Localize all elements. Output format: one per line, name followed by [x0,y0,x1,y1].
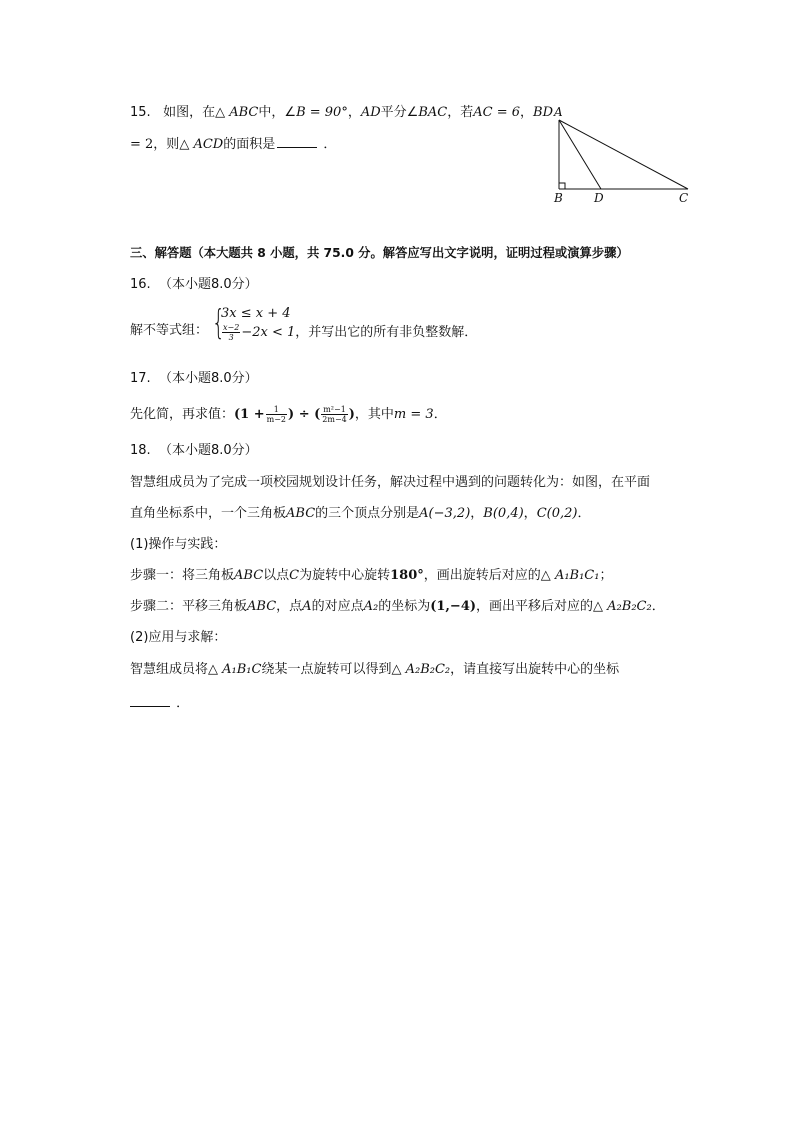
math-bd-value: = 2 [130,137,154,152]
inequality-1: 3x ≤ x + 4 [221,306,291,321]
segment-ac [559,120,688,189]
q17-score: （本小题8.0分） [158,371,258,386]
angle-symbol: ∠ [284,105,297,120]
fraction-2: $\frac{\text{m²−1}}{2m-4}$ [322,405,347,424]
math-ad: AD [360,105,381,120]
q15-text: 中， [258,105,285,120]
section-3-title: 三、解答题（本大题共 8 小题，共 75.0 分。解答应写出文字说明，证明过程或演算步骤） [130,246,629,260]
math-angle-b: B = 90° [296,105,348,120]
q18-header [130,442,258,460]
q15-text: 如图，在 [163,105,216,120]
period: ． [323,137,337,152]
angle-symbol: ∠ [406,105,419,120]
label-c: C [679,191,689,205]
q16-suffix: ，并写出它的所有非负整数解． [295,325,478,340]
fraction: $\frac{x-2}{3}$ [223,323,240,342]
q16-prefix: 解不等式组： [130,323,209,338]
q17-header [130,370,258,388]
q18-step-2: 步骤二：平移三角板ABC，点A的对应点A₂的坐标为(1,−4)，画出平移后对应的△ A₂B₂C₂． [130,599,665,614]
label-b: B [554,191,563,205]
segment-ad [559,120,601,189]
fraction-1: $\frac{1}{m-2}$ [266,405,287,424]
math-abc: ABC [229,105,259,120]
triangle-symbol: △ [540,568,551,583]
q18-step-1: 步骤一：将三角板ABC以点C为旋转中心旋转180°，画出旋转后对应的△ A₁B₁C₁； [130,568,613,583]
q18-score: （本小题8.0分） [158,443,258,458]
inequality-2: $\frac{x-2}{3}$ −2x < 1，并写出它的所有非负整数解． [223,323,478,342]
q18-answer-line: ． [130,694,189,713]
q15-line-2 [130,135,336,154]
q17-body: 先化简，再求值：(1 + $\frac{1}{m-2}$ ) ÷ ( $\frac{\text{m²−1}}{2m-4}$ )，其中m = 3． [130,405,447,424]
label-a: A [554,105,563,119]
q15-line-1 [130,104,553,122]
triangle-symbol: △ [208,662,219,677]
math-acd: ACD [193,137,224,152]
triangle-symbol: △ [593,599,604,614]
q18-part-2-title: (2)应用与求解： [130,630,227,645]
q15-text: ，则 [153,137,180,152]
triangle-symbol: △ [391,662,402,677]
triangle-figure [548,104,698,208]
answer-blank[interactable] [277,135,317,148]
q18-number: 18. [130,443,151,458]
answer-blank[interactable] [130,694,170,707]
q17-number: 17. [130,371,151,386]
comma: ， [520,105,534,120]
q16-score: （本小题8.0分） [158,277,258,292]
q15-text: ，若 [447,105,474,120]
triangle-symbol: △ [179,137,190,152]
q18-para-1: 智慧组成员为了完成一项校园规划设计任务，解决过程中遇到的问题转化为：如图，在平面 [130,475,651,490]
math-ac: AC = 6 [473,105,520,120]
q16-number: 16. [130,277,151,292]
brace: { [212,303,225,343]
math-bd: BD [533,105,553,120]
triangle-symbol: △ [215,105,226,120]
q18-para-2: 直角坐标系中，一个三角板ABC的三个顶点分别是A(−3,2)，B(0,4)，C(0,2)． [130,506,591,521]
right-angle-mark [559,183,565,189]
q18-para-7: 智慧组成员将△ A₁B₁C绕某一点旋转可以得到△ A₂B₂C₂，请直接写出旋转中心的坐标 [130,662,620,677]
q15-text: 的面积是 [223,137,276,152]
q16-header [130,276,258,294]
math-bac: BAC [418,105,448,120]
label-d: D [594,191,604,205]
q18-part-1-title: (1)操作与实践： [130,537,227,552]
q15-text: 平分 [380,105,407,120]
comma: ， [347,105,361,120]
q15-number: 15. [130,105,151,120]
